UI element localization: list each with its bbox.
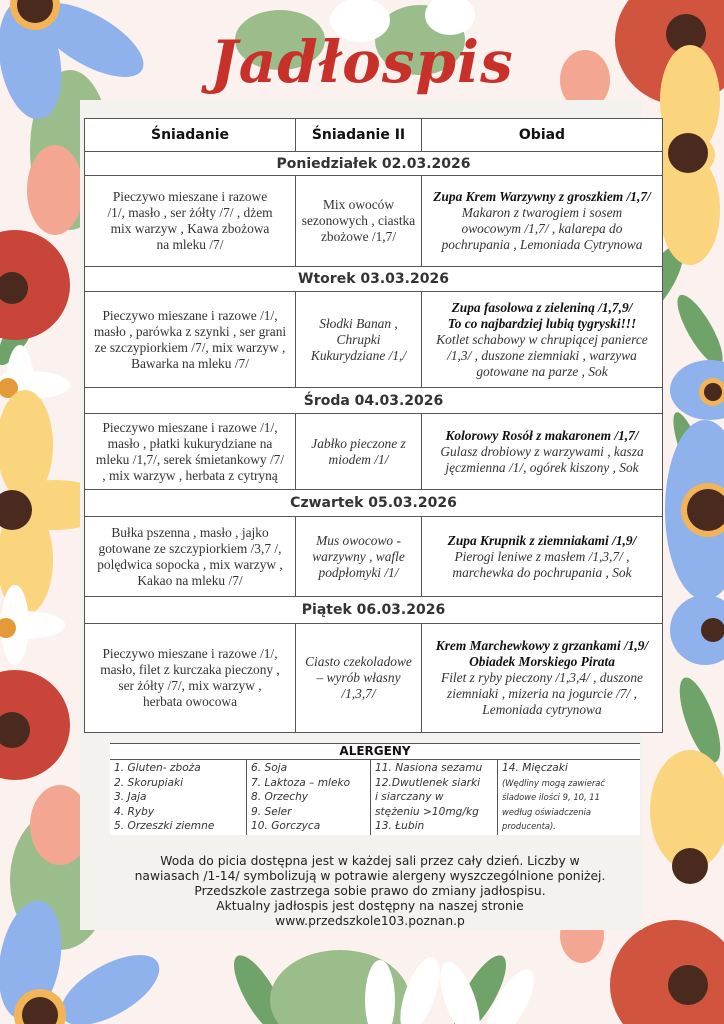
second-breakfast-line: Mix owoców xyxy=(322,197,395,212)
second-breakfast-line: sezonowych , ciastka xyxy=(301,213,416,228)
second-breakfast-cell xyxy=(296,414,422,490)
breakfast-line: /1/, masło , ser żółty /7/ , dżem xyxy=(107,205,273,220)
second-breakfast-cell xyxy=(296,176,422,267)
allergens-title: ALERGENY xyxy=(110,744,640,760)
lunch-line: jęczmienna /1/, ogórek kiszony , Sok xyxy=(445,459,639,475)
meal-row xyxy=(85,517,663,597)
meal-row xyxy=(85,624,663,733)
lunch-line: Pierogi leniwe z masłem /1,3,7/ , xyxy=(454,548,630,564)
allergen-item: 9. Seler xyxy=(251,805,292,818)
second-breakfast-line: /1,3,7/ xyxy=(341,686,376,701)
lunch-line: Gulasz drobiowy z warzywami , kasza xyxy=(440,443,644,459)
lunch-title-line: Krem Marchewkowy z grzankami /1,9/ xyxy=(435,638,649,653)
breakfast-line: herbata owocowa xyxy=(142,694,238,709)
second-breakfast-line: zbożowe /1,7/ xyxy=(320,229,397,244)
breakfast-line: Bułka pszenna , masło , jajko xyxy=(111,524,269,540)
lunch-line: gotowane na parze , Sok xyxy=(476,363,608,379)
allergen-item: 5. Orzeszki ziemne xyxy=(114,820,215,832)
second-breakfast-line: Jabłko pieczone z xyxy=(311,435,406,451)
lunch-cell xyxy=(422,414,663,490)
header-row xyxy=(85,119,663,152)
allergen-item: 14. Mięczaki xyxy=(502,762,568,774)
lunch-line: Makaron z twarogiem i sosem xyxy=(461,205,623,220)
breakfast-line: ze szczypiorkiem /7/, mix warzyw , xyxy=(94,339,286,355)
footer-note xyxy=(100,854,640,929)
column-header-second-breakfast: Śniadanie II xyxy=(296,119,422,152)
lunch-line: owocowym /1,7/ , kalarepa do xyxy=(461,221,623,236)
lunch-line: marchewka do pochrupania , Sok xyxy=(452,564,632,580)
breakfast-line: polędwica sopocka , mix warzyw , xyxy=(97,556,283,572)
allergens-column-1 xyxy=(110,760,247,835)
breakfast-line: masło , parówka z szynki , ser grani xyxy=(93,323,287,339)
allergen-item: 10. Gorczyca xyxy=(251,820,321,832)
lunch-cell xyxy=(422,292,663,388)
footer-line: Woda do picia dostępna jest w każdej sali przez cały dzień. Liczby w xyxy=(160,854,580,868)
allergen-item: 13. Łubin xyxy=(375,820,425,832)
page-title: Jadłospis xyxy=(210,28,514,96)
second-breakfast-cell xyxy=(296,292,422,388)
breakfast-line: masło, filet z kurczaka pieczony , xyxy=(100,662,280,677)
second-breakfast-line: Kukurydziane /1,/ xyxy=(310,347,407,363)
allergen-item: 4. Ryby xyxy=(114,805,155,818)
allergens-column-3 xyxy=(371,760,498,835)
day-label: Środa 04.03.2026 xyxy=(85,388,663,414)
breakfast-line: Pieczywo mieszane i razowe xyxy=(112,189,268,204)
breakfast-cell xyxy=(85,517,296,597)
meal-row xyxy=(85,414,663,490)
lunch-cell xyxy=(422,176,663,267)
allergen-item: 1. Gluten- zboża xyxy=(114,762,201,774)
allergen-item: i siarczany w xyxy=(375,791,444,803)
second-breakfast-line: – wyrób własny xyxy=(316,670,401,685)
allergen-note: śladowe ilości 9, 10, 11 xyxy=(502,792,600,802)
day-label: Czwartek 05.03.2026 xyxy=(85,490,663,517)
second-breakfast-line: Mus owocowo - xyxy=(316,532,401,548)
column-header-lunch: Obiad xyxy=(422,119,663,152)
day-row xyxy=(85,388,663,414)
lunch-line: pochrupania , Lemoniada Cytrynowa xyxy=(441,237,643,252)
footer-line: Przedszkole zastrzega sobie prawo do zmiany jadłospisu. xyxy=(194,884,546,898)
breakfast-line: mleku /1,7/, serek śmietankowy /7/ xyxy=(95,451,285,467)
allergen-item: 11. Nasiona sezamu xyxy=(375,762,483,774)
footer-line: nawiasach /1-14/ symbolizują w potrawie alergeny wyszczególnione poniżej. xyxy=(134,869,606,883)
breakfast-line: masło , płatki kukurydziane na xyxy=(107,435,273,451)
lunch-line: Lemoniada cytrynowa xyxy=(482,702,602,717)
day-row xyxy=(85,597,663,624)
breakfast-line: ser żółty /7/, mix warzyw , xyxy=(118,678,262,693)
breakfast-cell xyxy=(85,624,296,733)
breakfast-line: Kakao na mleku /7/ xyxy=(137,572,243,588)
lunch-title-line: Kolorowy Rosół z makaronem /1,7/ xyxy=(445,427,639,443)
second-breakfast-line: Słodki Banan , xyxy=(319,315,398,331)
day-label: Wtorek 03.03.2026 xyxy=(85,267,663,292)
breakfast-line: Pieczywo mieszane i razowe /1/, xyxy=(102,307,278,323)
allergen-note: według oświadczenia xyxy=(502,806,592,817)
lunch-line: Filet z ryby pieczony /1,3,4/ , duszone xyxy=(441,670,643,685)
second-breakfast-cell xyxy=(296,517,422,597)
second-breakfast-line: miodem /1/ xyxy=(328,451,389,467)
second-breakfast-line: Chrupki xyxy=(336,331,381,347)
allergen-note: (Wędliny mogą zawierać xyxy=(502,777,606,788)
second-breakfast-line: Ciasto czekoladowe xyxy=(305,654,412,669)
second-breakfast-line: podpłomyki /1/ xyxy=(318,564,399,580)
lunch-line: ziemniaki , mizeria na jogurcie /7/ , xyxy=(447,686,637,701)
column-header-breakfast: Śniadanie xyxy=(85,119,296,152)
breakfast-cell xyxy=(85,176,296,267)
lunch-line: /1,3/ , duszone ziemniaki , warzywa xyxy=(447,347,637,363)
breakfast-line: mix warzyw , Kawa zbożowa xyxy=(110,221,270,236)
day-label: Piątek 06.03.2026 xyxy=(85,597,663,624)
second-breakfast-line: warzywny , wafle xyxy=(312,548,405,564)
lunch-title-line: To co najbardziej lubią tygryski!!! xyxy=(447,315,637,331)
lunch-title-line: Zupa fasolowa z zieleniną /1,7,9/ xyxy=(451,299,633,315)
allergens-box xyxy=(110,743,640,835)
menu-table xyxy=(84,118,663,733)
lunch-cell xyxy=(422,624,663,733)
day-label: Poniedziałek 02.03.2026 xyxy=(85,152,663,176)
allergen-item: 2. Skorupiaki xyxy=(114,776,184,789)
allergen-item: 7. Laktoza – mleko xyxy=(251,776,351,789)
breakfast-line: Pieczywo mieszane i razowe /1/, xyxy=(102,419,278,435)
breakfast-cell xyxy=(85,292,296,388)
lunch-cell xyxy=(422,517,663,597)
breakfast-line: Pieczywo mieszane i razowe /1/, xyxy=(102,646,278,661)
lunch-title-line: Zupa Krupnik z ziemniakami /1,9/ xyxy=(447,532,637,548)
allergens-column-4 xyxy=(498,760,626,835)
breakfast-cell xyxy=(85,414,296,490)
breakfast-line: , mix warzyw , herbata z cytryną xyxy=(102,467,278,483)
breakfast-line: gotowane ze szczypiorkiem /3,7 /, xyxy=(98,540,282,556)
lunch-title-line: Zupa Krem Warzywny z groszkiem /1,7/ xyxy=(433,189,651,204)
day-row xyxy=(85,490,663,517)
breakfast-line: Bawarka na mleku /7/ xyxy=(131,355,249,371)
breakfast-line: na mleku /7/ xyxy=(156,237,224,252)
allergen-item: 3. Jaja xyxy=(114,791,147,803)
day-row xyxy=(85,267,663,292)
allergen-item: stężeniu >10mg/kg xyxy=(375,805,479,818)
meal-row xyxy=(85,292,663,388)
allergen-item: 8. Orzechy xyxy=(251,791,309,803)
lunch-title-line: Obiadek Morskiego Pirata xyxy=(469,654,615,669)
allergen-note: producenta). xyxy=(502,821,556,831)
footer-website[interactable]: www.przedszkole103.poznan.p xyxy=(275,914,465,928)
meal-row xyxy=(85,176,663,267)
allergens-column-2 xyxy=(247,760,371,835)
day-row xyxy=(85,152,663,176)
allergen-item: 12.Dwutlenek siarki xyxy=(375,776,481,789)
footer-line: Aktualny jadłospis jest dostępny na naszej stronie xyxy=(216,899,524,913)
lunch-line: Kotlet schabowy w chrupiącej panierce xyxy=(436,331,648,347)
allergen-item: 6. Soja xyxy=(251,762,288,774)
second-breakfast-cell xyxy=(296,624,422,733)
